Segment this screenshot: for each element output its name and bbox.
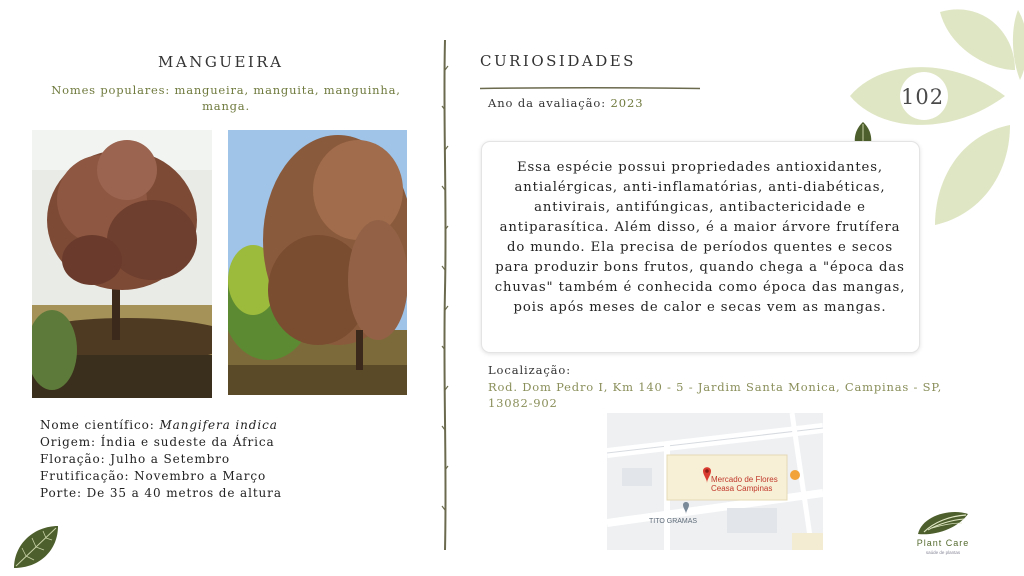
location-map[interactable] bbox=[607, 413, 823, 550]
fruiting-row: Frutificação: Novembro a Março bbox=[40, 469, 267, 483]
species-facts bbox=[40, 417, 282, 502]
origin-row: Origem: Índia e sudeste da África bbox=[40, 435, 275, 449]
mango-tree-photo-1 bbox=[32, 130, 212, 398]
scientific-name-label: Nome científico: bbox=[40, 418, 155, 432]
year-label: Ano da avaliação: bbox=[488, 96, 606, 110]
location-address: Rod. Dom Pedro I, Km 140 - 5 - Jardim Santa Monica, Campinas - SP, 13082-902 bbox=[488, 380, 943, 410]
mango-tree-photo-2 bbox=[228, 130, 407, 395]
scientific-name-row bbox=[40, 417, 282, 434]
evaluation-year bbox=[488, 96, 643, 110]
brand-tagline: saúde de plantas bbox=[925, 550, 961, 555]
map-secondary-place: TITO GRAMAS bbox=[649, 518, 698, 525]
species-title: MANGUEIRA bbox=[158, 53, 284, 71]
flowering-row: Floração: Julho a Setembro bbox=[40, 452, 231, 466]
section-title: CURIOSIDADES bbox=[480, 52, 636, 70]
scientific-name-value: Mangifera indica bbox=[159, 418, 278, 432]
stem-divider bbox=[441, 40, 449, 550]
location-label: Localização: bbox=[488, 363, 572, 377]
map-place-line1: Mercado de Flores bbox=[711, 475, 778, 484]
map-place-line2: Ceasa Campinas bbox=[711, 484, 773, 493]
popular-names-value: mangueira, manguita, manguinha, manga. bbox=[174, 83, 401, 113]
size-row: Porte: De 35 a 40 metros de altura bbox=[40, 486, 282, 500]
page-number: 102 bbox=[901, 85, 945, 109]
brand-name: Plant Care bbox=[916, 538, 970, 548]
title-underline bbox=[480, 75, 700, 78]
popular-names bbox=[36, 82, 416, 114]
year-value: 2023 bbox=[610, 96, 644, 110]
popular-names-label: Nomes populares: bbox=[51, 83, 171, 97]
curiosity-text: Essa espécie possui propriedades antioxidantes, antialérgicas, anti-inflamatórias, anti-diabéticas, antivirais, antifúngicas, antibactericidade e antiparasítica. Além disso, é a maior árvore frutífera do mundo. Ela precisa de períodos quentes e secos para produzir bons frutos, quando chega a "época das chuvas" também é conhecida como época das mangas, pois após meses de calor e secas vem as mangas. bbox=[494, 160, 906, 315]
leaf-icon bbox=[10, 522, 62, 572]
